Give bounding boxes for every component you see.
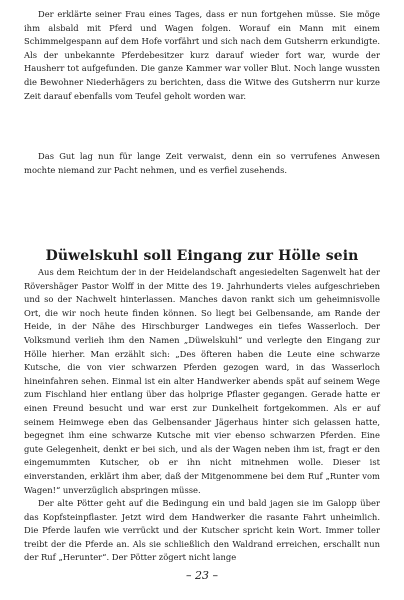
page-number: – 23 – bbox=[186, 569, 218, 582]
body-paragraph: Aus dem Reichtum der in der Heidelandschaft angesiedelten Sagenwelt hat der Rövershäger Pastor Wolff in der Mitte des 19. Jahrhunderts vieles aufgeschrieben und so der Nachwelt hinterlassen. Manches davon rankt sich um geheimnisvolle Ort, die wir noch heute finden können. So liegt bei Gelbensande, am Rande der Heide, in der Nähe des Hirschburger Landweges ein tiefes Wasserloch. Der Volksmund verlieh ihm den Namen „Düwelskuhl“ und verlegte den Eingang zur Hölle hierher. Man erzählt sich: „Des öfteren haben die Leute eine schwarze Kutsche, die von vier schwarzen Pferden gezogen ward, in das Wasserloch hineinfahren sehen. Einmal ist ein alter Handwerker abends spät auf seinem Wege zum Fischland hier entlang über das holprige Pflaster gegangen. Gerade hatte er einen Freund besucht und war erst zur Dunkelheit fortgekommen. Als er auf seinem Heimwege eben das Gelbensander Jägerhaus hinter sich gelassen hatte, begegnet ihm eine schwarze Kutsche mit vier ebenso schwarzen Pferden. Eine gute Gelegenheit, denkt er bei sich, und als der Wagen neben ihm ist, fragt er den eingemummten Kutscher, ob er ihn nicht mitnehmen wolle. Dieser ist einverstanden, erklärt ihm aber, daß der Mitgenommene bei dem Ruf „Runter vom Wagen!“ unverzüglich abspringen müsse. bbox=[24, 267, 380, 495]
intro-text-block bbox=[24, 8, 380, 103]
estate-text-block bbox=[24, 150, 380, 177]
body-paragraph: Der alte Pötter geht auf die Bedingung ein und bald jagen sie im Galopp über das Kopfsteinpflaster. Jetzt wird dem Handwerker die rasante Fahrt unheimlich. Die Pferde laufen wie verrückt und der Kutscher spricht kein Wort. Immer toller treibt der die Pferde an. Als sie schließlich den Waldrand erreichen, erschallt nun der Ruf „Herunter“. Der Pötter zögert nicht lange bbox=[24, 498, 380, 563]
intro-paragraph: Der erklärte seiner Frau eines Tages, dass er nun fortgehen müsse. Sie möge ihm alsbald mit Pferd und Wagen folgen. Worauf ein Mann mit einem Schimmelgespann auf dem Hofe vorfährt und sich nach dem Gutsherrn erkundigte. Als der unbekannte Pferdebesitzer kurz darauf wieder fort war, wurde der Hausherr tot aufgefunden. Die ganze Kammer war voller Blut. Noch lange wussten die Bewohner Niederhägers zu berichten, dass die Witwe des Gutsherrn nur kurze Zeit darauf ebenfalls vom Teufel geholt worden war. bbox=[24, 9, 380, 101]
section-body bbox=[24, 266, 380, 565]
estate-paragraph: Das Gut lag nun für lange Zeit verwaist, denn ein so verrufenes Anwesen mochte niemand zur Pacht nehmen, und es verfiel zusehends. bbox=[24, 151, 380, 175]
section-heading: Düwelskuhl soll Eingang zur Hölle sein bbox=[45, 247, 359, 264]
